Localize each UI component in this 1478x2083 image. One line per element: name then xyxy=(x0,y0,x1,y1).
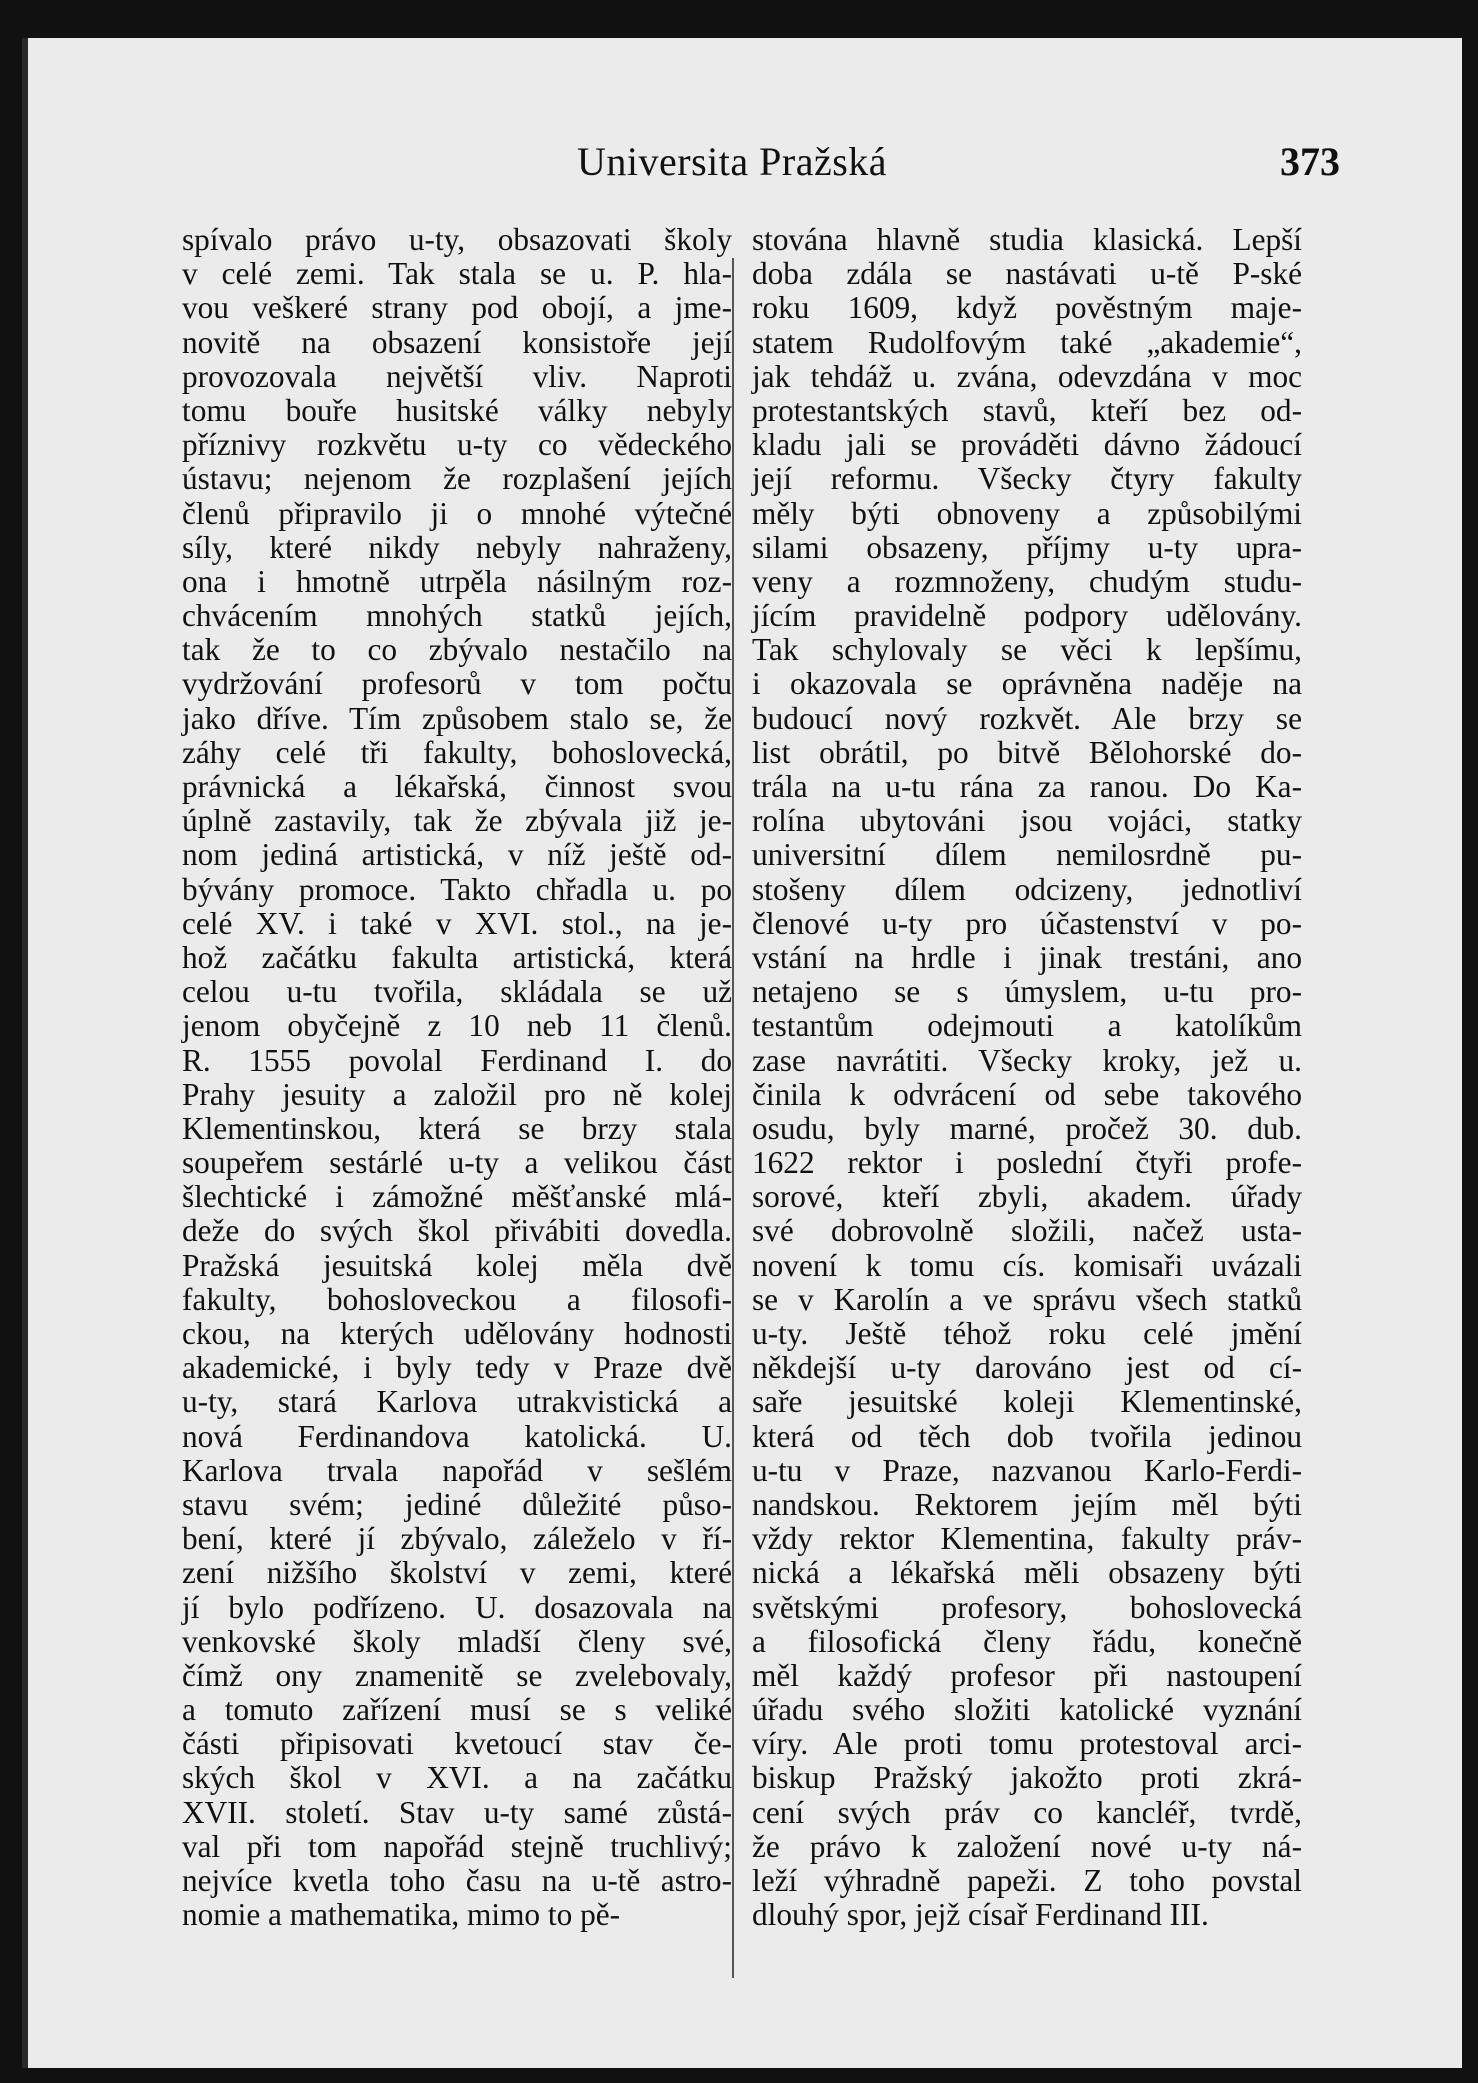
text-line: jako dříve. Tím způsobem stalo se, že xyxy=(182,700,732,736)
text-line: protestantských stavů, kteří bez od- xyxy=(752,392,1302,428)
text-line: právnická a lékařská, činnost svou xyxy=(182,769,732,804)
text-line: čímž ony znamenitě se zvelebovaly, xyxy=(182,1657,732,1693)
text-line: XVII. století. Stav u-ty samé zůstá- xyxy=(182,1794,732,1830)
text-line: úplně zastavily, tak že zbývala již je- xyxy=(182,803,732,839)
text-line: členů připravilo ji o mnohé výtečné xyxy=(182,495,732,531)
text-line: nická a lékařská měli obsazeny býti xyxy=(752,1555,1302,1591)
text-line: jícím pravidelně podpory udělovány. xyxy=(752,598,1302,634)
text-line: akademické, i byly tedy v Praze dvě xyxy=(182,1350,732,1386)
text-line: chvácením mnohých statků jejích, xyxy=(182,598,732,634)
text-line: cení svých práv co kancléř, tvrdě, xyxy=(752,1794,1302,1830)
text-line: doba zdála se nastávati u-tě P-ské xyxy=(752,256,1302,292)
text-line: 1622 rektor i poslední čtyři profe- xyxy=(752,1145,1302,1181)
text-line: se v Karolín a ve správu všech statků xyxy=(752,1281,1302,1317)
text-line: která od těch dob tvořila jedinou xyxy=(752,1418,1302,1454)
text-line: Tak schylovaly se věci k lepšímu, xyxy=(752,632,1302,668)
text-line: v celé zemi. Tak stala se u. P. hla- xyxy=(182,256,732,292)
text-line: ckou, na kterých udělovány hodnosti xyxy=(182,1316,732,1351)
text-line: silami obsazeny, příjmy u-ty upra- xyxy=(752,529,1302,565)
text-line: jak tehdáž u. zvána, odevzdána v moc xyxy=(752,358,1302,394)
text-line: někdejší u-ty darováno jest od cí- xyxy=(752,1350,1302,1386)
text-line: tak že to co zbývalo nestačilo na xyxy=(182,632,732,668)
text-line: úřadu svého složiti katolické vyznání xyxy=(752,1692,1302,1728)
text-line: stošeny dílem odcizeny, jednotliví xyxy=(752,871,1302,907)
text-line: u-ty. Ještě téhož roku celé jmění xyxy=(752,1316,1302,1351)
text-line: nandskou. Rektorem jejím měl býti xyxy=(752,1486,1302,1522)
text-line: fakulty, bohosloveckou a filosofi- xyxy=(182,1281,732,1317)
text-line: soupeřem sestárlé u-ty a velikou část xyxy=(182,1145,732,1181)
text-line: Klementinskou, která se brzy stala xyxy=(182,1110,732,1146)
text-line: sorové, kteří zbyli, akadem. úřady xyxy=(752,1179,1302,1215)
text-line: měly býti obnoveny a způsobilými xyxy=(752,495,1302,531)
text-line: Pražská jesuitská kolej měla dvě xyxy=(182,1247,732,1283)
text-line: jenom obyčejně z 10 neb 11 členů. xyxy=(182,1008,732,1044)
page xyxy=(22,38,1462,2068)
text-line: jí bylo podřízeno. U. dosazovala na xyxy=(182,1589,732,1625)
text-line: síly, které nikdy nebyly nahraženy, xyxy=(182,529,732,565)
text-line: ona i hmotně utrpěla násilným roz- xyxy=(182,563,732,599)
text-line: členové u-ty pro účastenství v po- xyxy=(752,905,1302,941)
text-line: příznivy rozkvětu u-ty co vědeckého xyxy=(182,427,732,463)
column-divider xyxy=(732,258,734,1978)
text-line: vstání na hrdle i jinak trestáni, ano xyxy=(752,939,1302,975)
text-line: u-tu v Praze, nazvanou Karlo-Ferdi- xyxy=(752,1452,1302,1488)
text-line: a tomuto zařízení musí se s veliké xyxy=(182,1692,732,1728)
text-line: rolína ubytováni jsou vojáci, statky xyxy=(752,803,1302,839)
text-line: činila k odvrácení od sebe takového xyxy=(752,1076,1302,1112)
text-line: celé XV. i také v XVI. stol., na je- xyxy=(182,905,732,941)
text-line: novení k tomu cís. komisaři uvázali xyxy=(752,1247,1302,1283)
text-line: záhy celé tři fakulty, bohoslovecká, xyxy=(182,734,732,770)
text-line: měl každý profesor při nastoupení xyxy=(752,1657,1302,1693)
text-line: dlouhý spor, jejž císař Ferdinand III. xyxy=(752,1897,1209,1933)
text-line: netajeno se s úmyslem, u-tu pro- xyxy=(752,974,1302,1010)
text-line: že právo k založení nové u-ty ná- xyxy=(752,1828,1302,1864)
page-spine-shadow xyxy=(22,38,28,2068)
text-line: zase navrátiti. Všecky kroky, jež u. xyxy=(752,1042,1302,1078)
text-line: nová Ferdinandova katolická. U. xyxy=(182,1418,732,1454)
text-line: R. 1555 povolal Ferdinand I. do xyxy=(182,1042,732,1078)
text-line: zení nižšího školství v zemi, které xyxy=(182,1555,732,1591)
text-line: nejvíce kvetla toho času na u-tě astro- xyxy=(182,1863,732,1898)
text-line: spívalo právo u-ty, obsazovati školy xyxy=(182,222,732,257)
text-line: a filosofická členy řádu, konečně xyxy=(752,1623,1302,1659)
text-line: ústavu; nejenom že rozplašení jejích xyxy=(182,461,732,497)
text-line: nom jediná artistická, v níž ještě od- xyxy=(182,837,732,873)
text-line: deže do svých škol přivábiti dovedla. xyxy=(182,1213,732,1249)
text-line: její reformu. Všecky čtyry fakulty xyxy=(752,461,1302,497)
text-line: venkovské školy mladší členy své, xyxy=(182,1623,732,1659)
text-line: leží výhradně papeži. Z toho povstal xyxy=(752,1863,1302,1898)
text-line: ských škol v XVI. a na začátku xyxy=(182,1760,732,1796)
text-column-right xyxy=(752,223,1302,1932)
text-line: celou u-tu tvořila, skládala se už xyxy=(182,974,732,1010)
text-line: veny a rozmnoženy, chudým studu- xyxy=(752,563,1302,599)
text-line: provozovala největší vliv. Naproti xyxy=(182,358,732,394)
text-line: universitní dílem nemilosrdně pu- xyxy=(752,837,1302,873)
text-line: budoucí nový rozkvět. Ale brzy se xyxy=(752,700,1302,736)
text-line: testantům odejmouti a katolíkům xyxy=(752,1008,1302,1044)
text-line: hož začátku fakulta artistická, která xyxy=(182,939,732,975)
text-line: vydržování profesorů v tom počtu xyxy=(182,666,732,702)
text-line: vou veškeré strany pod obojí, a jme- xyxy=(182,290,732,326)
text-line: osudu, byly marné, pročež 30. dub. xyxy=(752,1110,1302,1146)
text-line: vždy rektor Klementina, fakulty práv- xyxy=(752,1521,1302,1557)
text-line: saře jesuitské koleji Klementinské, xyxy=(752,1384,1302,1420)
text-line: list obrátil, po bitvě Bělohorské do- xyxy=(752,734,1302,770)
page-number: 373 xyxy=(1280,139,1340,184)
text-line: své dobrovolně složili, načež usta- xyxy=(752,1213,1302,1249)
text-line: biskup Pražský jakožto proti zkrá- xyxy=(752,1760,1302,1796)
text-line: šlechtické i zámožné měšťanské mlá- xyxy=(182,1179,732,1215)
text-line: nomie a mathematika, mimo to pě- xyxy=(182,1897,621,1933)
text-line: části připisovati kvetoucí stav če- xyxy=(182,1726,732,1762)
text-line: roku 1609, když pověstným maje- xyxy=(752,290,1302,326)
text-line: u-ty, stará Karlova utrakvistická a xyxy=(182,1384,732,1420)
text-line: bývány promoce. Takto chřadla u. po xyxy=(182,871,732,907)
text-line: novitě na obsazení konsistoře její xyxy=(182,324,732,360)
text-line: stavu svém; jediné důležité půso- xyxy=(182,1486,732,1522)
text-line: i okazovala se oprávněna naděje na xyxy=(752,666,1302,702)
text-line: val při tom napořád stejně truchlivý; xyxy=(182,1828,732,1864)
text-line: kladu jali se prováděti dávno žádoucí xyxy=(752,427,1302,463)
text-line: trála na u-tu rána za ranou. Do Ka- xyxy=(752,769,1302,804)
text-line: statem Rudolfovým také „akademie“, xyxy=(752,324,1302,360)
running-title: Universita Pražská xyxy=(577,139,888,184)
text-line: Karlova trvala napořád v sešlém xyxy=(182,1452,732,1488)
text-line: Prahy jesuity a založil pro ně kolej xyxy=(182,1076,732,1112)
text-line: světskými profesory, bohoslovecká xyxy=(752,1589,1302,1625)
text-column-left xyxy=(182,223,732,1932)
text-line: tomu bouře husitské války nebyly xyxy=(182,392,732,428)
text-line: víry. Ale proti tomu protestoval arci- xyxy=(752,1726,1302,1762)
text-line: stována hlavně studia klasická. Lepší xyxy=(752,222,1302,257)
text-line: bení, které jí zbývalo, záleželo v ří- xyxy=(182,1521,732,1557)
